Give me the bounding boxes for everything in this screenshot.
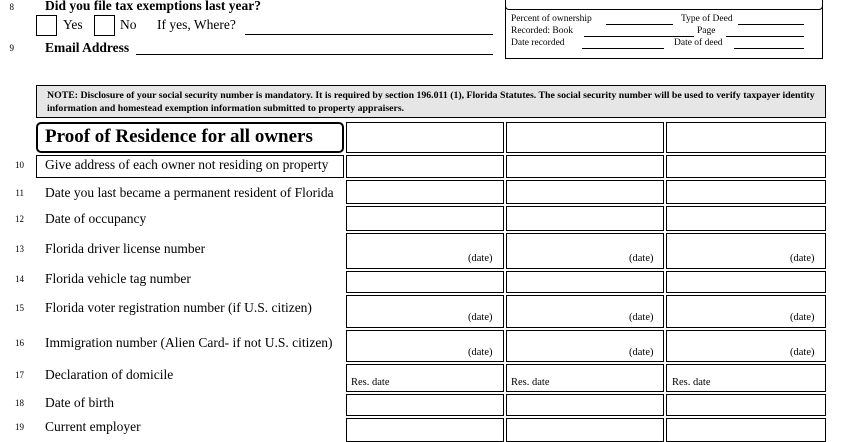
date-recorded-label: Date recorded xyxy=(511,38,565,48)
row-label-occupancy-date: Date of occupancy xyxy=(45,211,147,226)
owner-3-occupancy-cell[interactable] xyxy=(666,206,826,231)
row-number-17: 17 xyxy=(15,370,24,380)
where-input-line[interactable] xyxy=(245,34,493,35)
owner-3-header-cell[interactable] xyxy=(666,122,826,153)
percent-ownership-line[interactable] xyxy=(606,24,673,25)
row-label-vehicle-tag: Florida vehicle tag number xyxy=(45,271,191,286)
owner-1-voter-date-label: (date) xyxy=(468,312,493,323)
type-of-deed-label: Type of Deed xyxy=(681,14,733,24)
row-label-immigration: Immigration number (Alien Card- if not U.S. citizen) xyxy=(45,335,333,350)
type-of-deed-line[interactable] xyxy=(738,24,804,25)
owner-3-voter-date-label: (date) xyxy=(790,312,815,323)
page-line[interactable] xyxy=(726,36,804,37)
owner-1-occupancy-cell[interactable] xyxy=(346,206,504,231)
page-label: Page xyxy=(697,26,716,36)
row-number-10: 10 xyxy=(15,160,24,170)
if-yes-where-label: If yes, Where? xyxy=(157,17,236,32)
recorded-book-label: Recorded: Book xyxy=(511,26,574,36)
owner-2-tag-cell[interactable] xyxy=(506,271,664,293)
yes-checkbox[interactable] xyxy=(36,15,57,36)
owner-1-tag-cell[interactable] xyxy=(346,271,504,293)
owner-3-employer-cell[interactable] xyxy=(666,418,826,442)
row-number-15: 15 xyxy=(15,303,24,313)
row-number-18: 18 xyxy=(15,398,24,408)
owner-3-immigration-date-label: (date) xyxy=(790,347,815,358)
owner-2-address-cell[interactable] xyxy=(506,155,664,178)
date-of-deed-line[interactable] xyxy=(734,48,804,49)
owner-1-license-date-label: (date) xyxy=(468,253,493,264)
owner-2-res-date-label: Res. date xyxy=(511,377,550,388)
owner-2-header-cell[interactable] xyxy=(506,122,664,153)
row-label-resident-date: Date you last became a permanent resident of Florida xyxy=(45,185,334,200)
owner-3-license-date-label: (date) xyxy=(790,253,815,264)
owner-2-resident-date-cell[interactable] xyxy=(506,180,664,204)
no-checkbox[interactable] xyxy=(94,15,115,36)
office-use-header xyxy=(505,0,823,10)
owner-1-employer-cell[interactable] xyxy=(346,418,504,442)
no-label: No xyxy=(120,17,137,32)
owner-3-birth-cell[interactable] xyxy=(666,394,826,416)
row-number-16: 16 xyxy=(15,338,24,348)
row-number-11: 11 xyxy=(15,188,24,198)
date-of-deed-label: Date of deed xyxy=(674,38,723,48)
line-number-9: 9 xyxy=(9,43,14,53)
row-label-driver-license: Florida driver license number xyxy=(45,241,206,256)
line-number-8: 8 xyxy=(9,2,14,12)
ssn-disclosure-note: NOTE: Disclosure of your social security number is mandatory. It is required by section 196.011 (1), Florida Statutes. The social security number will be used to verify taxpayer identity information and homestead exemption information submitted to property appraisers. xyxy=(36,85,826,118)
email-label: Email Address xyxy=(45,40,130,55)
owner-1-res-date-label: Res. date xyxy=(351,377,390,388)
owner-3-resident-date-cell[interactable] xyxy=(666,180,826,204)
owner-2-occupancy-cell[interactable] xyxy=(506,206,664,231)
owner-3-address-cell[interactable] xyxy=(666,155,826,178)
row-number-14: 14 xyxy=(15,274,24,284)
row-label-employer: Current employer xyxy=(45,419,141,434)
owner-2-birth-cell[interactable] xyxy=(506,394,664,416)
row-number-19: 19 xyxy=(15,422,24,432)
tax-exemption-question: Did you file tax exemptions last year? xyxy=(45,0,261,13)
row-label-owner-address: Give address of each owner not residing on property xyxy=(45,157,329,172)
owner-1-resident-date-cell[interactable] xyxy=(346,180,504,204)
row-number-12: 12 xyxy=(15,214,24,224)
owner-1-immigration-date-label: (date) xyxy=(468,347,493,358)
owner-2-license-date-label: (date) xyxy=(629,253,654,264)
owner-1-birth-cell[interactable] xyxy=(346,394,504,416)
percent-ownership-label: Percent of ownership xyxy=(511,14,592,24)
yes-label: Yes xyxy=(63,17,83,32)
owner-3-res-date-label: Res. date xyxy=(672,377,711,388)
owner-2-employer-cell[interactable] xyxy=(506,418,664,442)
owner-grid xyxy=(346,122,826,442)
date-recorded-line[interactable] xyxy=(582,48,664,49)
owner-2-voter-date-label: (date) xyxy=(629,312,654,323)
owner-1-header-cell[interactable] xyxy=(346,122,504,153)
row-number-13: 13 xyxy=(15,244,24,254)
row-label-voter-registration: Florida voter registration number (if U.S. citizen) xyxy=(45,300,312,315)
row-label-birth-date: Date of birth xyxy=(45,395,114,410)
section-title: Proof of Residence for all owners xyxy=(45,126,313,147)
owner-3-tag-cell[interactable] xyxy=(666,271,826,293)
email-input-line[interactable] xyxy=(136,54,493,55)
row-label-domicile: Declaration of domicile xyxy=(45,367,174,382)
owner-1-address-cell[interactable] xyxy=(346,155,504,178)
recorded-book-line[interactable] xyxy=(584,36,694,37)
owner-2-immigration-date-label: (date) xyxy=(629,347,654,358)
